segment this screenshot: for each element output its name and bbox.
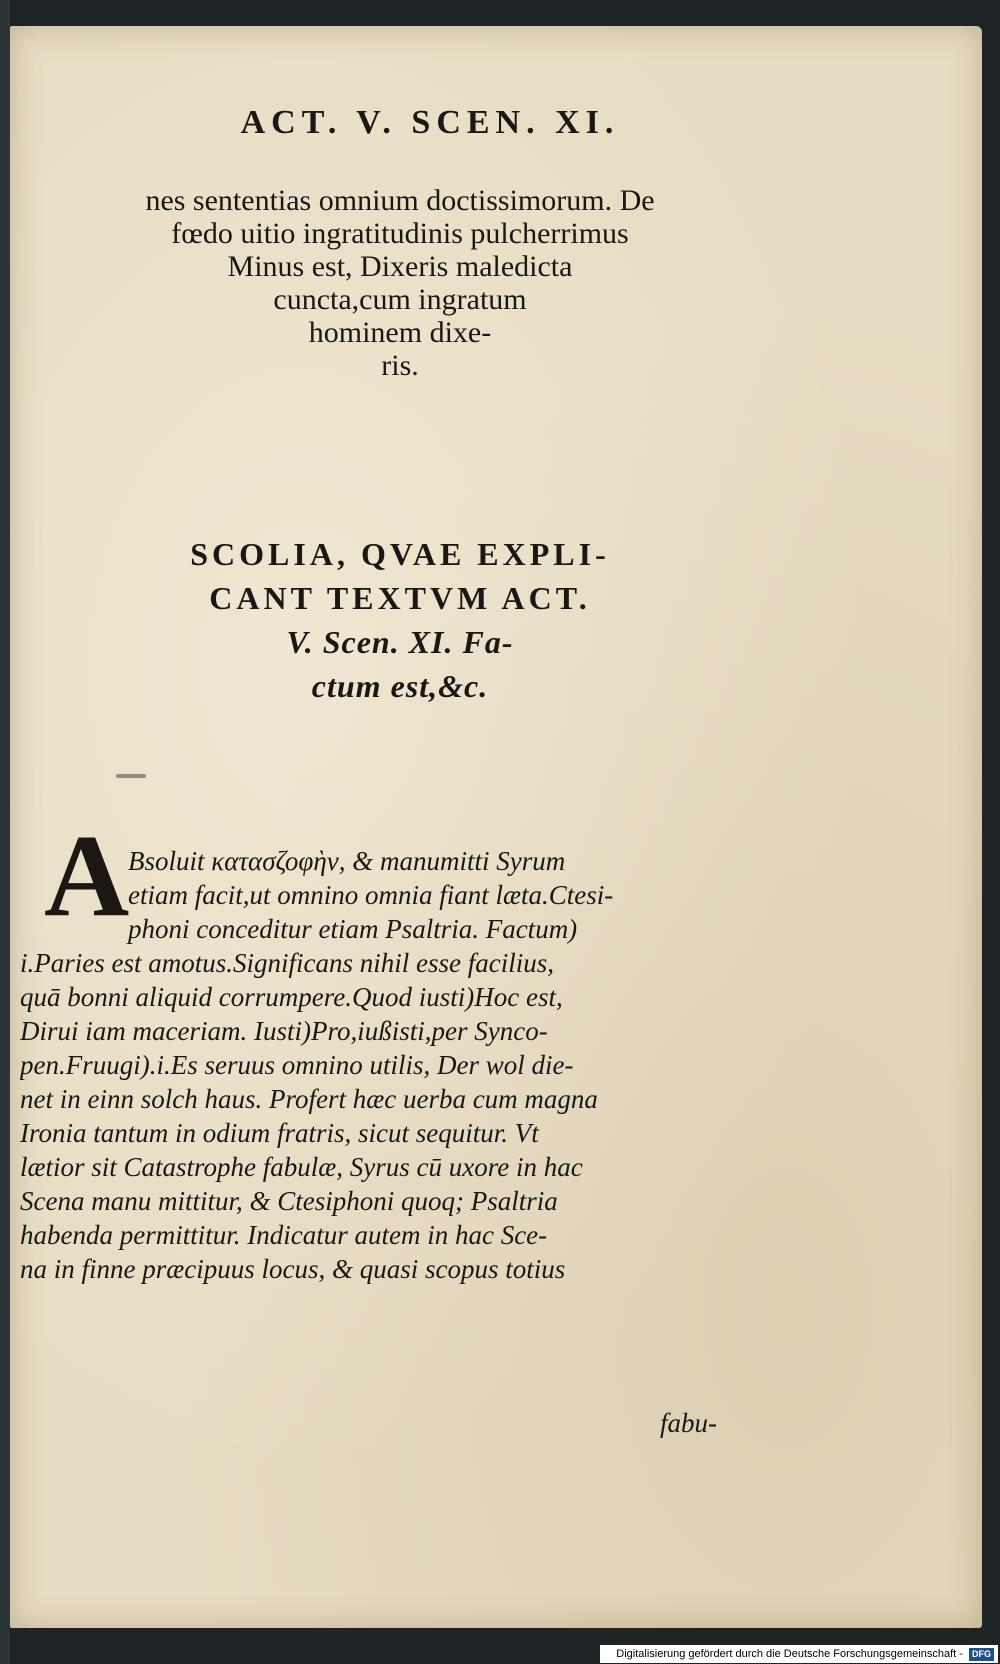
body-line: pen.Fruugi).i.Es seruus omnino utilis, Der wol die- — [20, 1050, 574, 1080]
book-page — [10, 26, 982, 1628]
top-line: nes sententias omnium doctissimorum. De — [145, 184, 655, 217]
heading-line: ctum est,&c. — [311, 668, 489, 704]
top-line: hominem dixe- — [308, 316, 492, 349]
heading-line: V. Scen. XI. Fa- — [286, 624, 514, 660]
catchword: fabu- — [660, 1408, 717, 1438]
heading-line: CANT TEXTVM ACT. — [209, 580, 591, 616]
running-head: ACT. V. SCEN. XI. — [240, 104, 620, 141]
body-line: Dirui iam maceriam. Iusti)Pro,iußisti,per Synco- — [20, 1016, 548, 1046]
top-line: fœdo uitio ingratitudinis pulcherrimus — [171, 217, 629, 250]
top-line: ris. — [381, 349, 419, 382]
top-paragraph — [40, 184, 760, 382]
body-line: i.Paries est amotus.Significans nihil esse facilius, — [20, 948, 554, 978]
drop-cap-initial: A — [44, 810, 130, 941]
dfg-logo-icon: DFG — [969, 1648, 994, 1661]
top-line: Minus est, Dixeris maledicta — [227, 250, 573, 283]
credit-text: Digitalisierung gefördert durch die Deutsche Forschungsgemeinschaft - — [616, 1648, 963, 1660]
book-spine-edge — [0, 0, 10, 1664]
body-line: habenda permittitur. Indicatur autem in hac Sce- — [20, 1220, 548, 1250]
body-line: na in finne præcipuus locus, & quasi scopus totius — [20, 1254, 566, 1284]
body-line: Ironia tantum in odium fratris, sicut sequitur. Vt — [20, 1118, 539, 1148]
top-line: cuncta,cum ingratum — [273, 283, 527, 316]
body-line: quā bonni aliquid corrumpere.Quod iusti)Hoc est, — [20, 982, 563, 1012]
body-line: etiam facit,ut omnino omnia fiant læta.Ctesi- — [128, 880, 614, 910]
body-line: Bsoluit κατασζοφὴν, & manumitti Syrum — [128, 846, 566, 876]
printer-ornament — [116, 774, 146, 778]
commentary-body — [20, 844, 748, 1286]
body-line: phoni conceditur etiam Psaltria. Factum) — [128, 914, 578, 944]
body-line: net in einn solch haus. Profert hæc uerba cum magna — [20, 1084, 598, 1114]
section-heading — [40, 532, 760, 708]
body-line: lætior sit Catastrophe fabulæ, Syrus cū uxore in hac — [20, 1152, 583, 1182]
body-line: Scena manu mittitur, & Ctesiphoni quoq; Psaltria — [20, 1186, 558, 1216]
digitization-credit — [600, 1645, 998, 1663]
heading-line: SCOLIA, QVAE EXPLI- — [190, 536, 610, 572]
